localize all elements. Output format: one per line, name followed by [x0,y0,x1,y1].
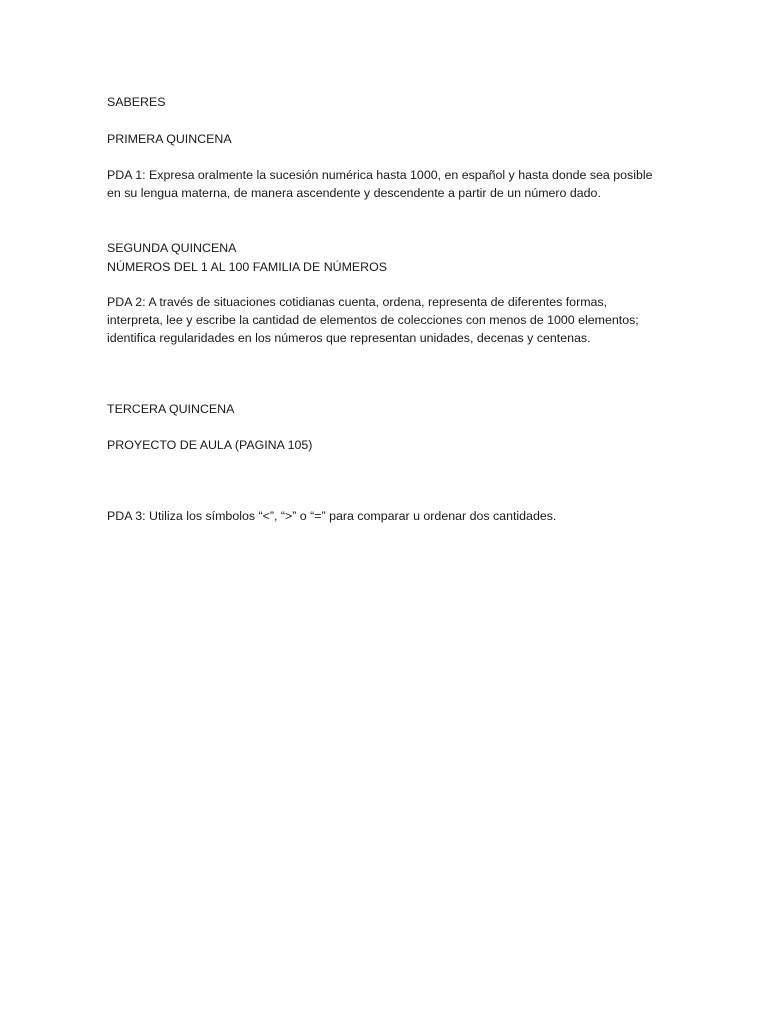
pda3-text-line: PDA 3: Utiliza los símbolos “<”, “>” o “=” para comparar u ordenar dos cantidades. [107,509,557,523]
classroom-project-line: PROYECTO DE AULA (PAGINA 105) [107,438,313,452]
pda1-text-line: en su lengua materna, de manera ascendente y descendente a partir de un número dado. [107,186,601,200]
third-fortnight-title: TERCERA QUINCENA [107,402,235,416]
second-fortnight-title: SEGUNDA QUINCENA [107,241,237,255]
pda2-text-line: identifica regularidades en los números que representan unidades, decenas y centenas. [107,331,591,345]
second-fortnight-subtitle: NÚMEROS DEL 1 AL 100 FAMILIA DE NÚMEROS [107,260,388,274]
document-heading: SABERES [107,95,166,109]
pda2-text-line: PDA 2: A través de situaciones cotidianas cuenta, ordena, representa de diferentes formas, [107,295,608,309]
pda2-text-line: interpreta, lee y escribe la cantidad de elementos de colecciones con menos de 1000 elementos; [107,313,639,327]
pda1-text-line: PDA 1: Expresa oralmente la sucesión numérica hasta 1000, en español y hasta donde sea posible [107,168,653,182]
first-fortnight-title: PRIMERA QUINCENA [107,132,232,146]
